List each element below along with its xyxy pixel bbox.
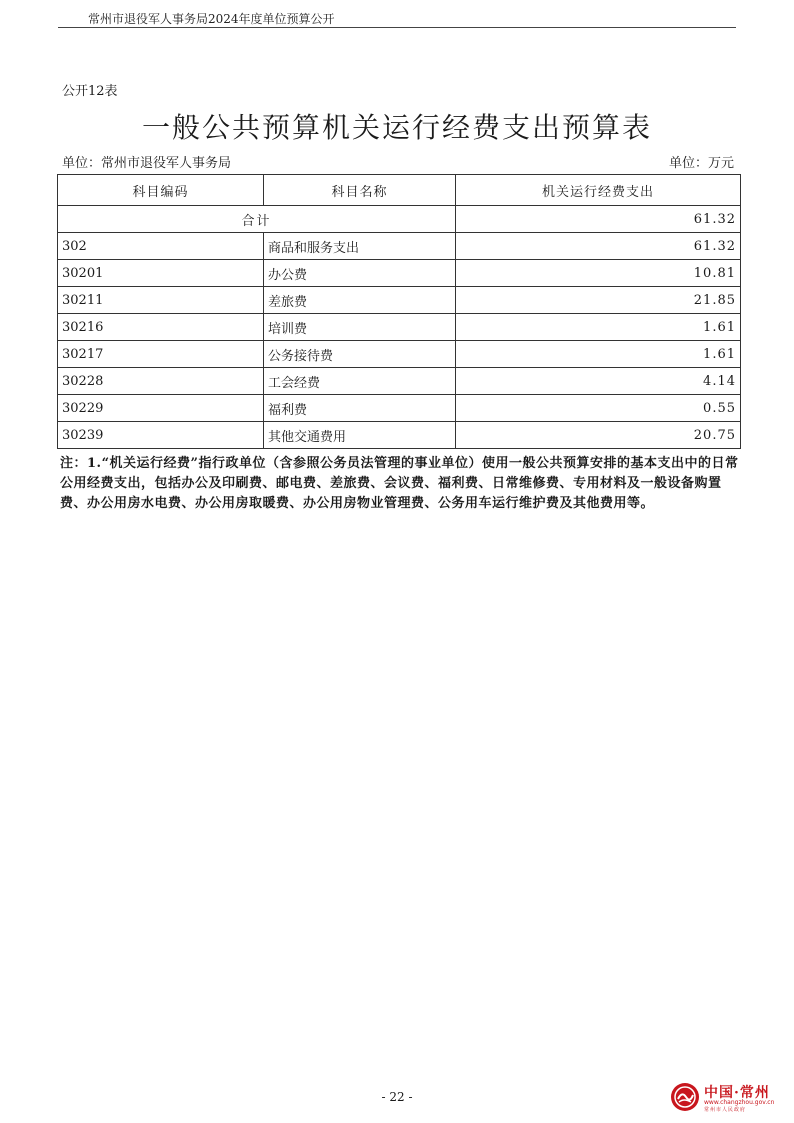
table-row bbox=[58, 395, 741, 422]
page-title: 一般公共预算机关运行经费支出预算表 bbox=[141, 111, 652, 144]
unit-org-label: 单位：常州市退役军人事务局 bbox=[62, 156, 232, 171]
table-row bbox=[58, 233, 741, 260]
total-amount: 61.32 bbox=[456, 206, 741, 233]
column-header-amount: 机关运行经费支出 bbox=[456, 175, 741, 206]
column-header-code: 科目编码 bbox=[58, 175, 264, 206]
table-header-row bbox=[58, 175, 741, 206]
changzhou-gov-logo[interactable] bbox=[670, 1080, 790, 1114]
row-name: 公务接待费 bbox=[264, 341, 456, 368]
budget-table bbox=[57, 174, 741, 449]
row-name: 办公费 bbox=[264, 260, 456, 287]
row-code: 30239 bbox=[58, 422, 264, 449]
row-amount: 1.61 bbox=[456, 341, 741, 368]
logo-url: www.changzhou.gov.cn bbox=[704, 1099, 775, 1106]
table-row bbox=[58, 260, 741, 287]
row-code: 30216 bbox=[58, 314, 264, 341]
row-name: 培训费 bbox=[264, 314, 456, 341]
row-code: 302 bbox=[58, 233, 264, 260]
logo-text: 中国·常州 bbox=[704, 1085, 770, 1101]
column-header-name: 科目名称 bbox=[264, 175, 456, 206]
row-amount: 0.55 bbox=[456, 395, 741, 422]
row-amount: 20.75 bbox=[456, 422, 741, 449]
running-header: 常州市退役军人事务局2024年度单位预算公开 bbox=[88, 12, 335, 26]
header-rule bbox=[58, 27, 736, 28]
total-label: 合计 bbox=[58, 206, 456, 233]
table-row bbox=[58, 422, 741, 449]
row-amount: 10.81 bbox=[456, 260, 741, 287]
row-code: 30201 bbox=[58, 260, 264, 287]
table-row bbox=[58, 341, 741, 368]
row-name: 差旅费 bbox=[264, 287, 456, 314]
logo-subtitle: 常州市人民政府 bbox=[704, 1107, 747, 1113]
row-amount: 1.61 bbox=[456, 314, 741, 341]
row-name: 福利费 bbox=[264, 395, 456, 422]
table-row bbox=[58, 314, 741, 341]
table-number: 公开12表 bbox=[62, 84, 118, 99]
unit-currency-label: 单位：万元 bbox=[668, 156, 734, 171]
row-amount: 21.85 bbox=[456, 287, 741, 314]
row-code: 30229 bbox=[58, 395, 264, 422]
table-footnote: 注：1.“机关运行经费”指行政单位（含参照公务员法管理的事业单位）使用一般公共预算安排的基本支出中的日常公用经费支出，包括办公及印刷费、邮电费、差旅费、会议费、福利费、日常维修费、专用材料及一般设备购置费、办公用房水电费、办公用房取暖费、办公用房物业管理费、公务用车运行维护费及其他费用等。 bbox=[60, 456, 739, 511]
row-name: 其他交通费用 bbox=[264, 422, 456, 449]
row-code: 30217 bbox=[58, 341, 264, 368]
row-name: 商品和服务支出 bbox=[264, 233, 456, 260]
row-amount: 61.32 bbox=[456, 233, 741, 260]
row-code: 30211 bbox=[58, 287, 264, 314]
city-emblem-icon bbox=[670, 1082, 700, 1112]
row-name: 工会经费 bbox=[264, 368, 456, 395]
row-amount: 4.14 bbox=[456, 368, 741, 395]
row-code: 30228 bbox=[58, 368, 264, 395]
page-number: - 22 - bbox=[381, 1090, 413, 1104]
table-row bbox=[58, 368, 741, 395]
table-row-total bbox=[58, 206, 741, 233]
table-row bbox=[58, 287, 741, 314]
